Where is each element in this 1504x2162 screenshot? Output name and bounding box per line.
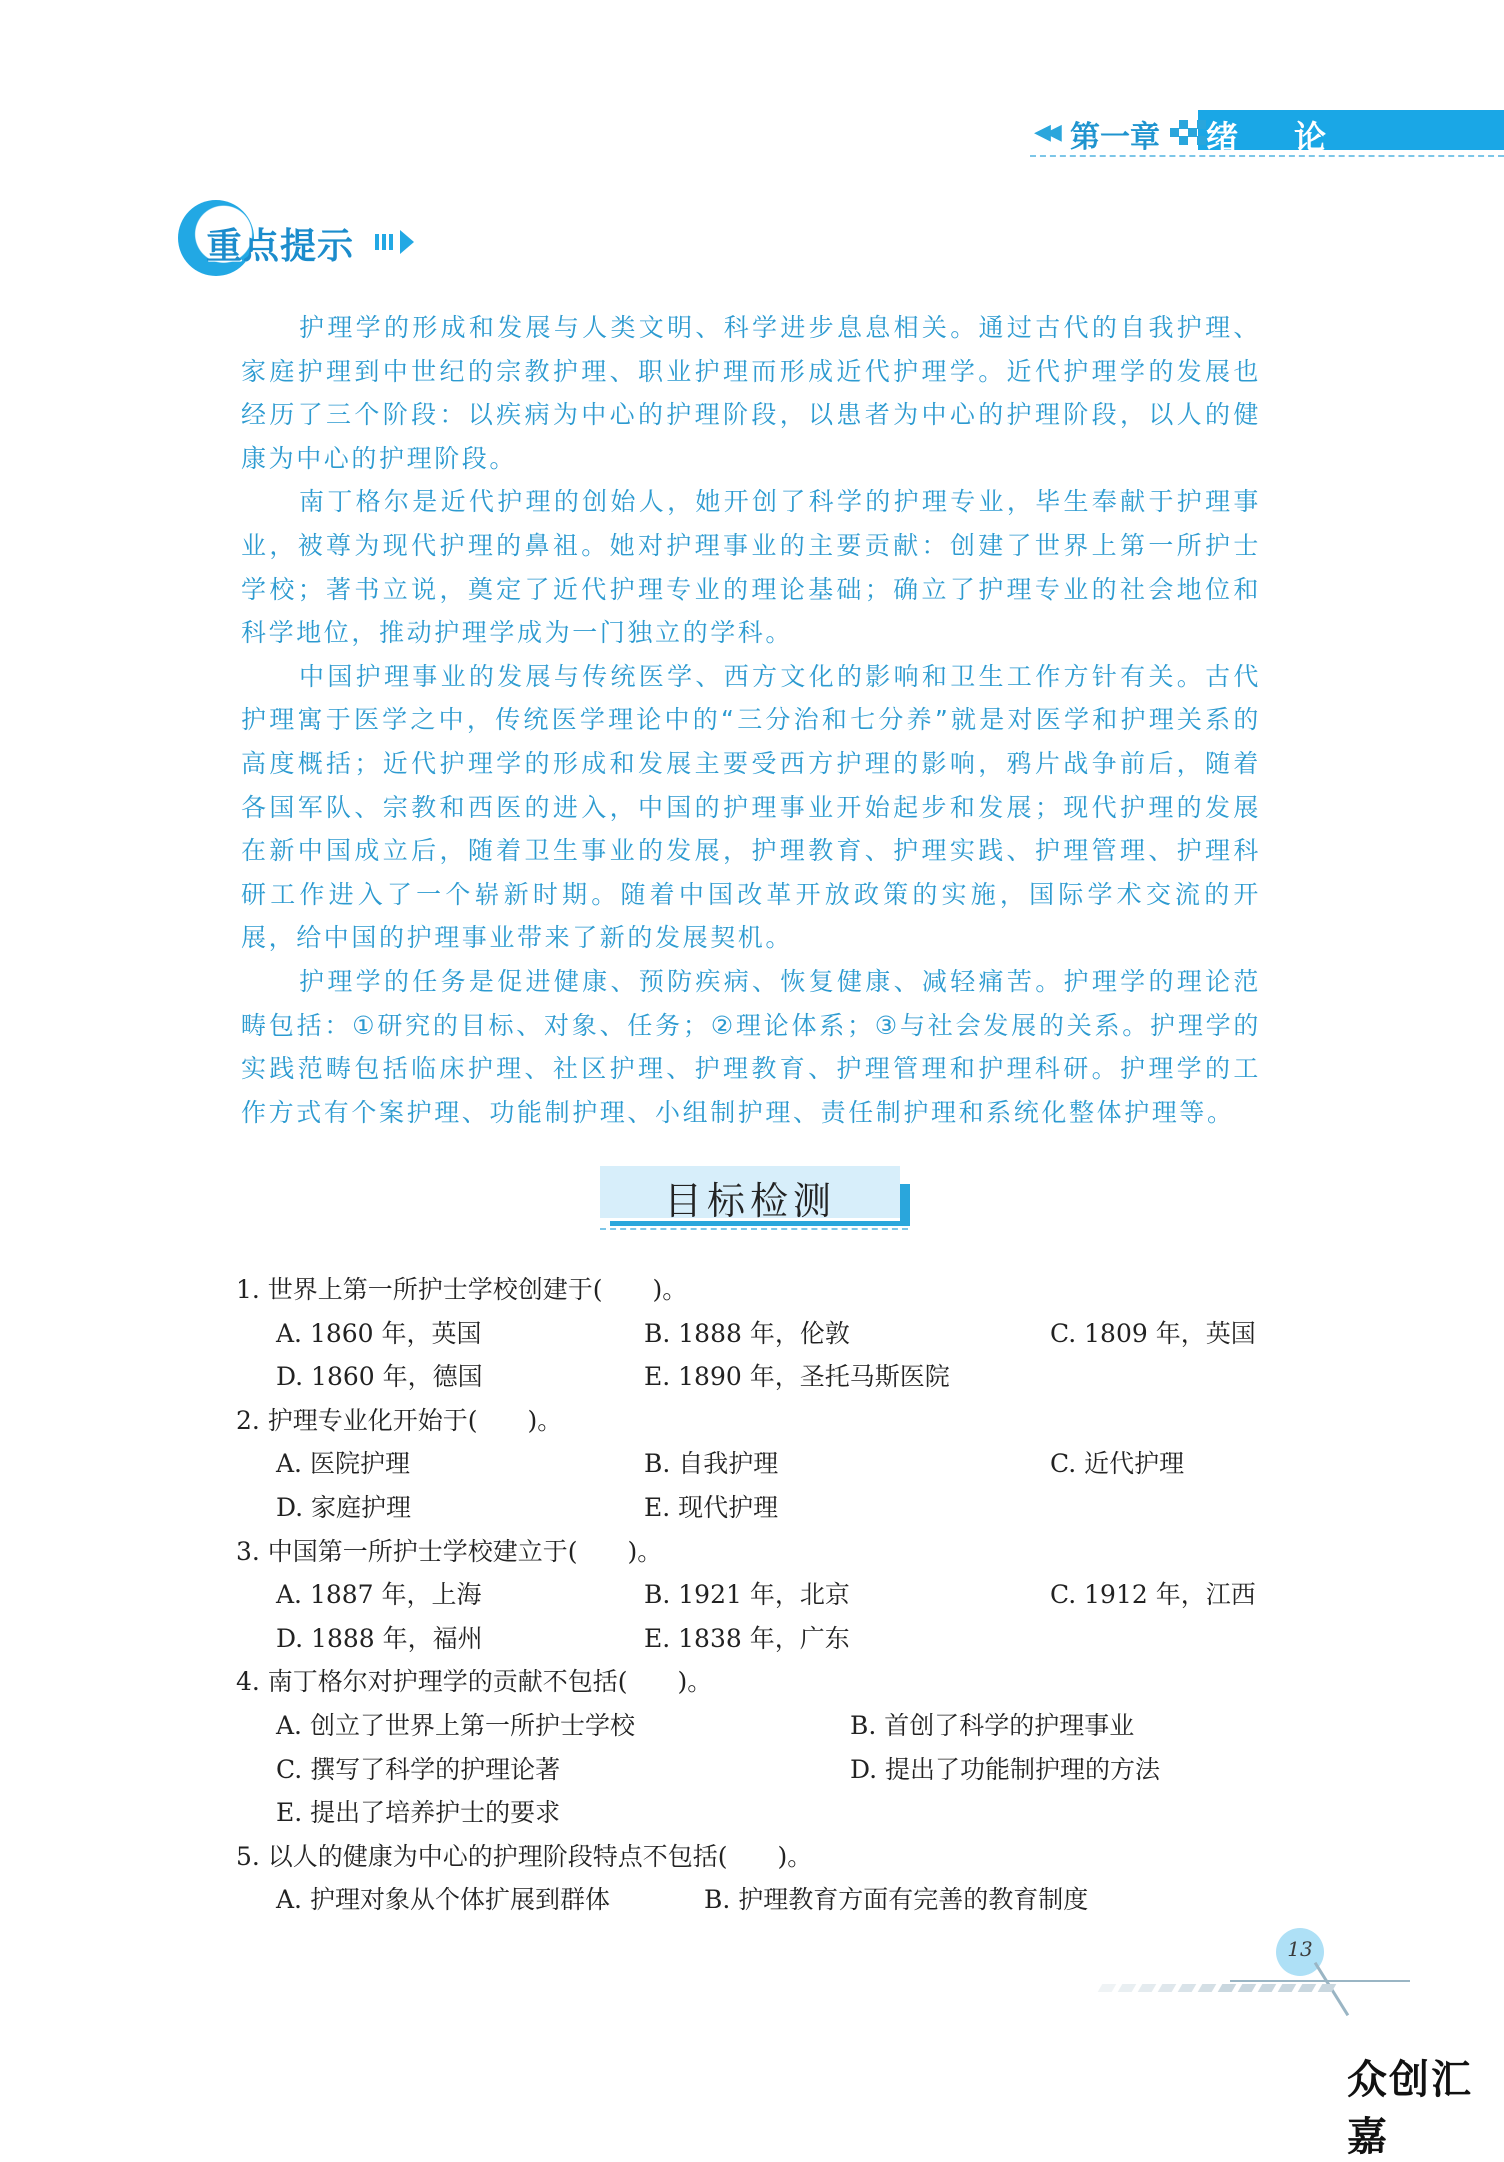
option-row <box>236 1704 1276 1748</box>
option: C. 1809 年，英国 <box>1050 1318 1256 1348</box>
option: A. 护理对象从个体扩展到群体 <box>276 1885 610 1915</box>
option: D. 1860 年，德国 <box>276 1362 483 1392</box>
watermark: 众创汇嘉 <box>1347 2057 1473 2160</box>
option: E. 现代护理 <box>644 1492 779 1522</box>
option: D. 提出了功能制护理的方法 <box>850 1754 1161 1784</box>
summary-paragraph: 护理学的形成和发展与人类文明、科学进步息息相关。通过古代的自我护理、家庭护理到中世纪的宗教护理、职业护理而形成近代护理学。近代护理学的发展也经历了三个阶段：以疾病为中心的护理阶段，以患者为中心的护理阶段，以人的健康为中心的护理阶段。 <box>241 313 1261 473</box>
option-row <box>236 1791 1276 1835</box>
option: A. 医院护理 <box>276 1449 410 1479</box>
header-dashed-rule <box>1030 155 1504 157</box>
option: E. 1890 年，圣托马斯医院 <box>644 1362 950 1392</box>
option-row <box>236 1355 1276 1399</box>
option: B. 首创了科学的护理事业 <box>850 1710 1135 1740</box>
option: C. 撰写了科学的护理论著 <box>276 1754 561 1784</box>
question-stem: 2. 护理专业化开始于( )。 <box>236 1405 563 1435</box>
question-list <box>236 1268 1276 1922</box>
question-stem: 4. 南丁格尔对护理学的贡献不包括( )。 <box>236 1667 713 1697</box>
page-number: 13 <box>1287 1937 1313 1961</box>
page-number-rule <box>1230 1980 1410 1982</box>
bars-icon <box>375 234 396 254</box>
option-row <box>236 1312 1276 1356</box>
option-row <box>236 1573 1276 1617</box>
option: C. 近代护理 <box>1050 1449 1185 1479</box>
option: B. 1921 年，北京 <box>644 1580 850 1610</box>
option: A. 创立了世界上第一所护士学校 <box>276 1710 635 1740</box>
target-test-heading <box>600 1166 908 1226</box>
chapter-title: 绪论 <box>1206 118 1383 156</box>
page-footer-stripes <box>1100 1984 1400 1994</box>
key-points-title: 重点提示 <box>206 225 355 267</box>
double-left-arrow-icon: ◀◀ <box>1034 120 1056 145</box>
option: C. 1912 年，江西 <box>1050 1580 1256 1610</box>
summary-paragraph: 中国护理事业的发展与传统医学、西方文化的影响和卫生工作方针有关。古代护理寓于医学之中，传统医学理论中的“三分治和七分养”就是对医学和护理关系的高度概括；近代护理学的形成和发展主要受西方护理的影响，鸦片战争前后，随着各国军队、宗教和西医的进入，中国的护理事业开始起步和发展；现代护理的发展在新中国成立后，随着卫生事业的发展，护理教育、护理实践、护理管理、护理科研工作进入了一个崭新时期。随着中国改革开放政策的实施，国际学术交流的开展，给中国的护理事业带来了新的发展契机。 <box>241 661 1261 953</box>
triangle-arrow-icon <box>400 230 414 254</box>
chapter-header <box>1030 108 1504 154</box>
summary-paragraph: 护理学的任务是促进健康、预防疾病、恢复健康、减轻痛苦。护理学的理论范畴包括：①研究的目标、对象、任务；②理论体系；③与社会发展的关系。护理学的实践范畴包括临床护理、社区护理、护理教育、护理管理和护理科研。护理学的工作方式有个案护理、功能制护理、小组制护理、责任制护理和系统化整体护理等。 <box>241 966 1261 1127</box>
key-points-heading <box>178 200 438 280</box>
target-test-title: 目标检测 <box>663 1179 836 1223</box>
option-row <box>236 1486 1276 1530</box>
option: D. 1888 年，福州 <box>276 1623 483 1653</box>
option: D. 家庭护理 <box>276 1492 412 1522</box>
heading-dashed-rule <box>600 1228 908 1230</box>
option: A. 1860 年，英国 <box>276 1318 482 1348</box>
option: B. 1888 年，伦敦 <box>644 1318 850 1348</box>
summary-paragraph: 南丁格尔是近代护理的创始人，她开创了科学的护理专业，毕生奉献于护理事业，被尊为现代护理的鼻祖。她对护理事业的主要贡献：创建了世界上第一所护士学校；著书立说，奠定了近代护理专业的理论基础；确立了护理专业的社会地位和科学地位，推动护理学成为一门独立的学科。 <box>241 487 1261 648</box>
option-row <box>236 1748 1276 1792</box>
option-row <box>236 1878 1276 1922</box>
question-stem: 3. 中国第一所护士学校建立于( )。 <box>236 1536 663 1566</box>
chapter-number: 第一章 <box>1070 120 1160 155</box>
question-stem: 5. 以人的健康为中心的护理阶段特点不包括( )。 <box>236 1841 813 1871</box>
key-points-summary <box>241 306 1261 1134</box>
option: E. 提出了培养护士的要求 <box>276 1798 561 1828</box>
option: E. 1838 年，广东 <box>644 1623 850 1653</box>
option-row <box>236 1617 1276 1661</box>
option: A. 1887 年，上海 <box>276 1580 482 1610</box>
question-stem: 1. 世界上第一所护士学校创建于( )。 <box>236 1275 688 1304</box>
option: B. 护理教育方面有完善的教育制度 <box>704 1885 1089 1915</box>
option-row <box>236 1442 1276 1486</box>
option: B. 自我护理 <box>644 1449 779 1479</box>
